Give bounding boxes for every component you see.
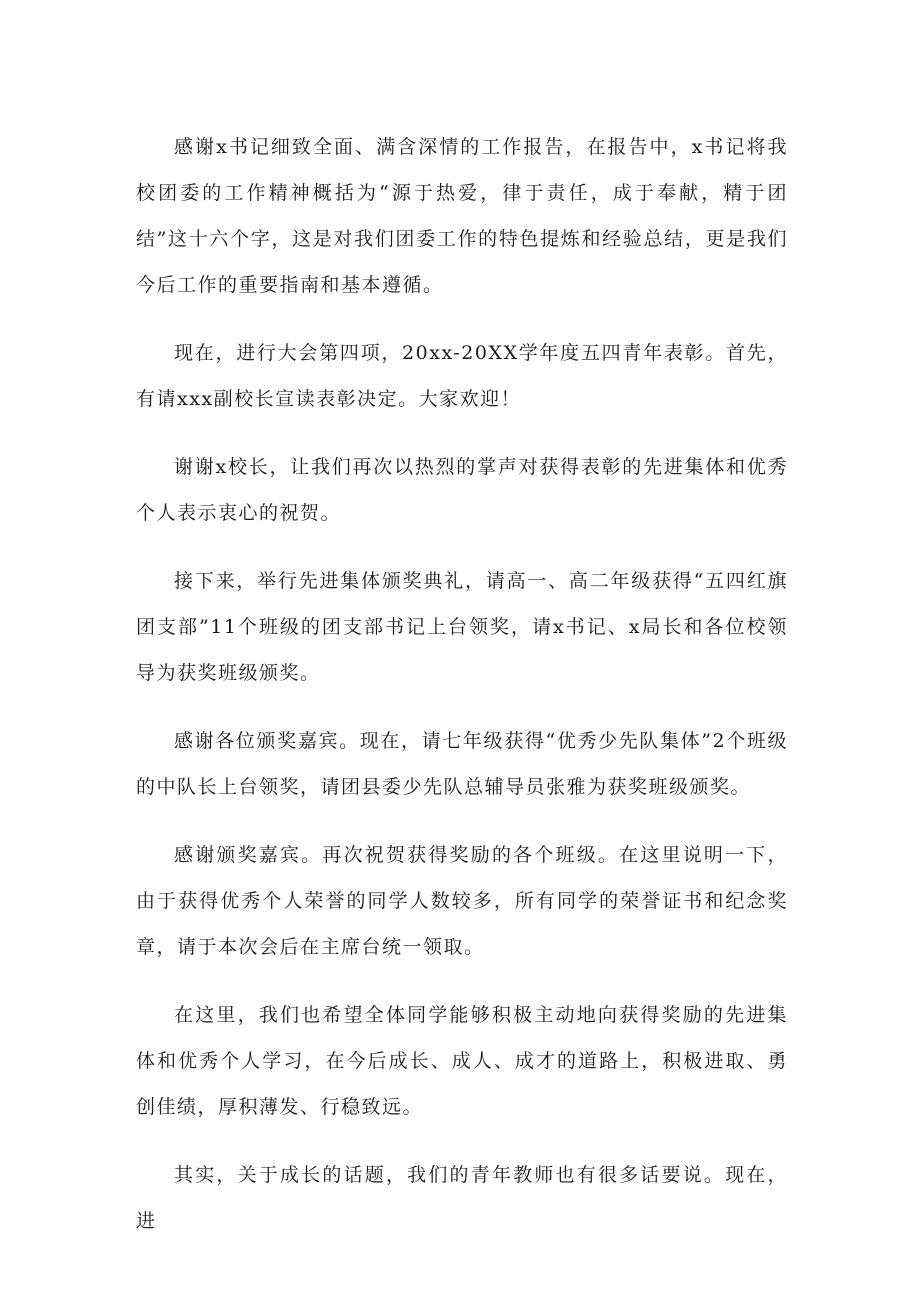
paragraph-4: 接下来，举行先进集体颁奖典礼，请高一、高二年级获得“五四红旗团支部”11个班级的团支部书记上台领奖，请x书记、x局长和各位校领导为获奖班级颁奖。 xyxy=(136,570,788,684)
paragraph-7: 在这里，我们也希望全体同学能够积极主动地向获得奖励的先进集体和优秀个人学习，在今后成长、成人、成才的道路上，积极进取、勇创佳绩，厚积薄发、行稳致远。 xyxy=(136,1004,788,1118)
paragraph-6: 感谢颁奖嘉宾。再次祝贺获得奖励的各个班级。在这里说明一下，由于获得优秀个人荣誉的同学人数较多，所有同学的荣誉证书和纪念奖章，请于本次会后在主席台统一领取。 xyxy=(136,844,788,958)
paragraph-8: 其实，关于成长的话题，我们的青年教师也有很多话要说。现在，进 xyxy=(136,1164,788,1232)
paragraph-1: 感谢x书记细致全面、满含深情的工作报告，在报告中，x书记将我校团委的工作精神概括为“源于热爱，律于责任，成于奉献，精于团结”这十六个字，这是对我们团委工作的特色提炼和经验总结，更是我们今后工作的重要指南和基本遵循。 xyxy=(136,136,788,296)
paragraph-3: 谢谢x校长，让我们再次以热烈的掌声对获得表彰的先进集体和优秀个人表示衷心的祝贺。 xyxy=(136,456,788,524)
document-body xyxy=(136,124,788,1266)
paragraph-2: 现在，进行大会第四项，20xx-20XX学年度五四青年表彰。首先，有请xxx副校长宣读表彰决定。大家欢迎！ xyxy=(136,342,788,410)
paragraph-5: 感谢各位颁奖嘉宾。现在，请七年级获得“优秀少先队集体”2个班级的中队长上台领奖，请团县委少先队总辅导员张雅为获奖班级颁奖。 xyxy=(136,730,788,798)
